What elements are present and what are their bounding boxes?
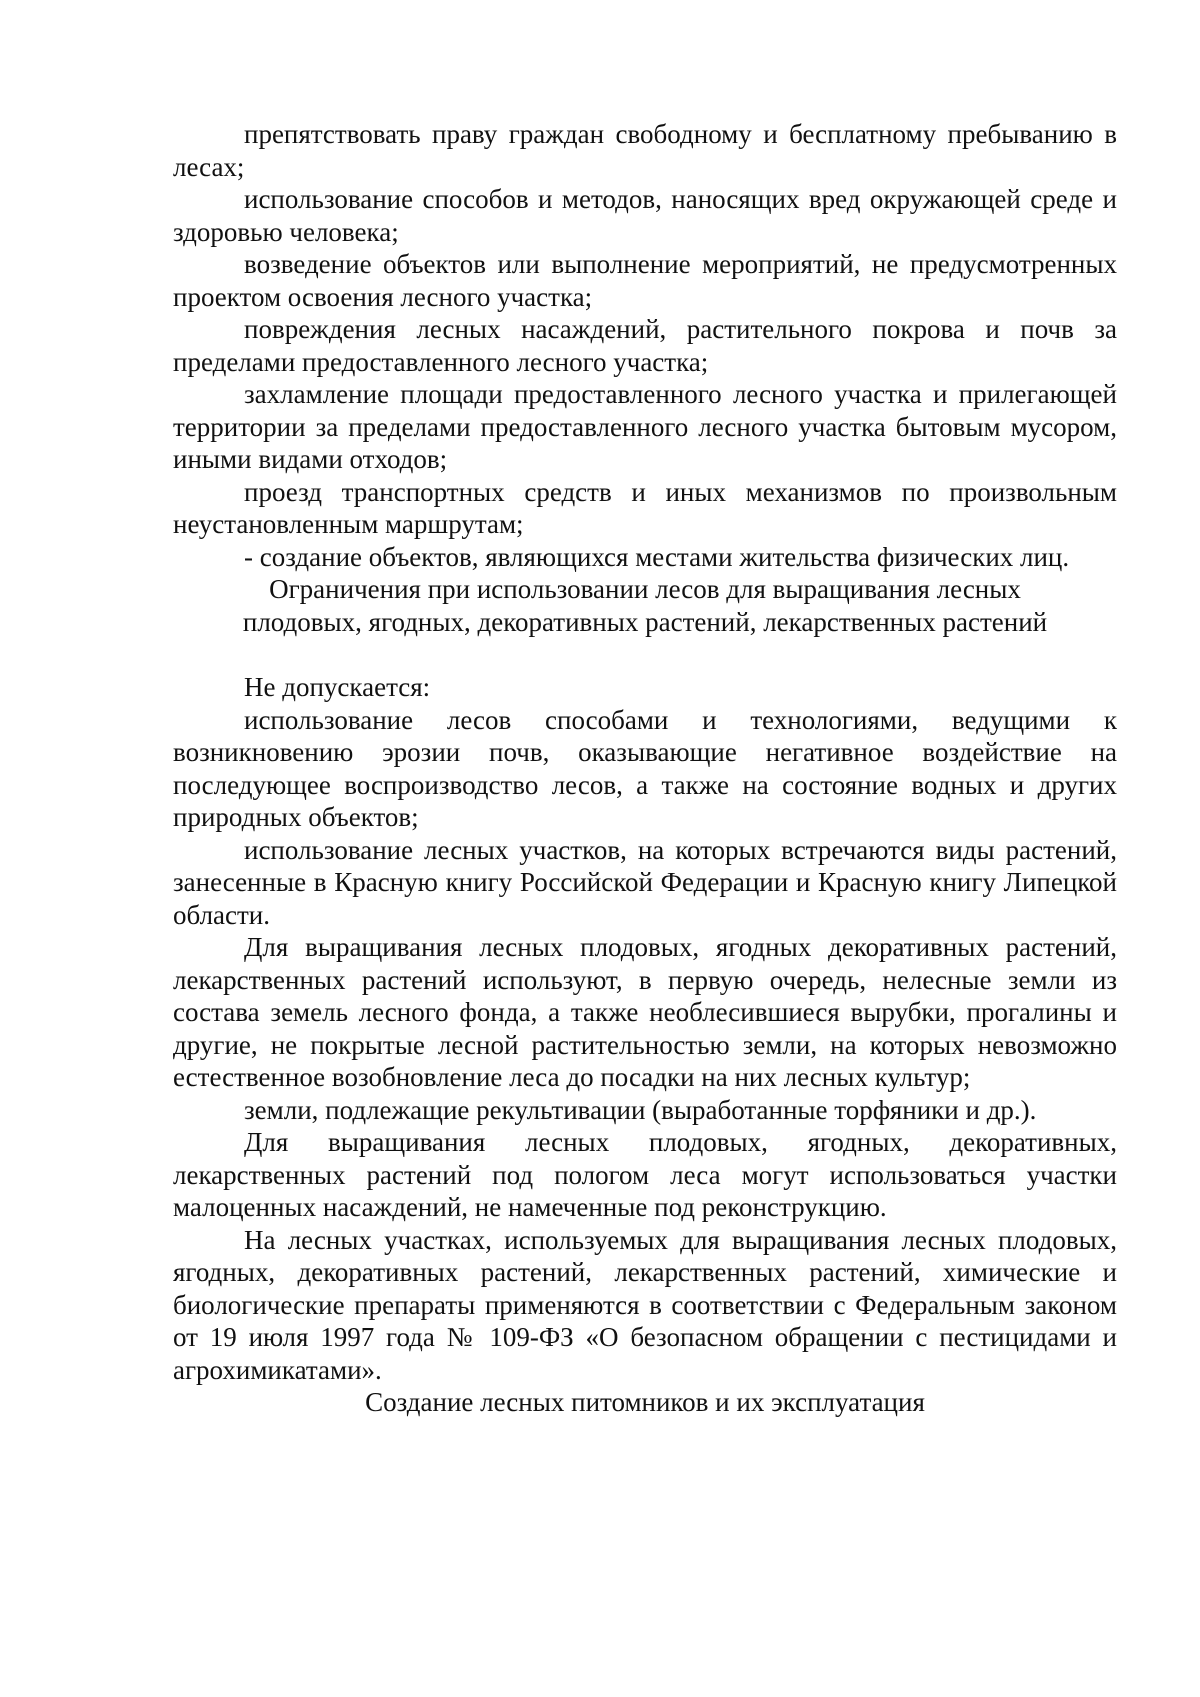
paragraph-littering: захламление площади предоставленного лесного участка и прилегающей территории за пределами предоставленного лесного участка бытовым мусором, иными видами отходов; (173, 379, 1117, 474)
document-body (173, 118, 1117, 1419)
paragraph-under-canopy: Для выращивания лесных плодовых, ягодных, декоративных, лекарственных растений под пологом леса могут использоваться участки малоценных насаждений, не намеченные под реконструкцию. (173, 1127, 1117, 1222)
paragraph-residences: - создание объектов, являющихся местами жительства физических лиц. (244, 541, 1070, 572)
section-heading-line-2: плодовых, ягодных, декоративных растений, лекарственных растений (242, 606, 1048, 637)
paragraph-harmful-methods: использование способов и методов, наносящих вред окружающей среде и здоровью человека; (173, 184, 1117, 247)
paragraph-not-allowed: Не допускается: (244, 672, 431, 702)
section-heading-line-1: Ограничения при использовании лесов для выращивания лесных (269, 574, 1021, 604)
section-heading-nurseries: Создание лесных питомников и их эксплуатация (365, 1387, 925, 1417)
paragraph-erosion: использование лесов способами и технологиями, ведущими к возникновению эрозии почв, оказывающие негативное воздействие на последующее воспроизводство лесов, а также на состояние водных и других природных объектов; (173, 704, 1117, 832)
paragraph-red-book: использование лесных участков, на которых встречаются виды растений, занесенные в Красную книгу Российской Федерации и Красную книгу Липецкой области. (173, 834, 1117, 930)
section-heading-restrictions (173, 573, 1117, 638)
paragraph-damage: повреждения лесных насаждений, растительного покрова и почв за пределами предоставленного лесного участка; (173, 314, 1117, 377)
paragraph-free-stay: препятствовать праву граждан свободному и бесплатному пребыванию в лесах; (173, 119, 1117, 182)
paragraph-construction: возведение объектов или выполнение мероприятий, не предусмотренных проектом освоения лесного участка; (173, 249, 1117, 312)
paragraph-reclamation: земли, подлежащие рекультивации (выработанные торфяники и др.). (244, 1094, 1037, 1125)
paragraph-vehicles: проезд транспортных средств и иных механизмов по произвольным неустановленным маршрутам; (173, 476, 1117, 539)
paragraph-non-forest-lands: Для выращивания лесных плодовых, ягодных декоративных растений, лекарственных растений используют, в первую очередь, нелесные земли из состава земель лесного фонда, а также необлесившиеся вырубки, прогалины и другие, не покрытые лесной растительностью земли, на которых невозможно естественное возобновление леса до посадки на них лесных культур; (173, 932, 1117, 1092)
paragraph-pesticides: На лесных участках, используемых для выращивания лесных плодовых, ягодных, декоративных растений, лекарственных растений, химические и биологические препараты применяются в соответствии с Федеральным законом от 19 июля 1997 года № 109-ФЗ «О безопасном обращении с пестицидами и агрохимикатами». (173, 1224, 1117, 1385)
